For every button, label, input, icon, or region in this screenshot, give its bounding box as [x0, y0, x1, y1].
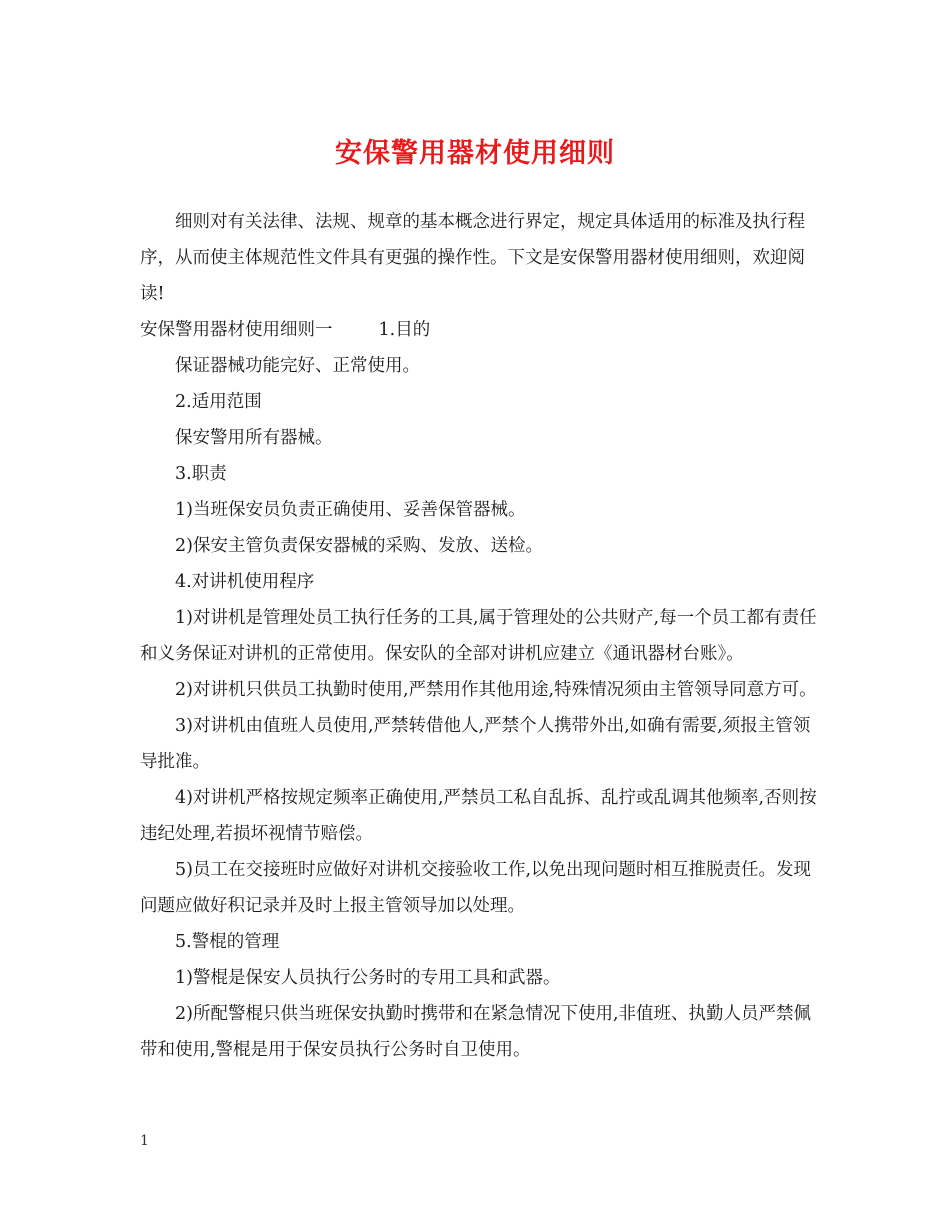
- document-body: [140, 204, 820, 1068]
- paragraph: 5.警棍的管理: [175, 932, 280, 952]
- paragraph: 5)员工在交接班时应做好对讲机交接验收工作,以免出现问题时相互推脱责任。发现问题应做好积记录并及时上报主管领导加以处理。: [140, 860, 812, 916]
- paragraph: 3.职责: [175, 464, 227, 484]
- paragraph: 4.对讲机使用程序: [175, 572, 315, 592]
- section-heading-line: [140, 312, 820, 348]
- item1-heading: 1.目的: [378, 320, 431, 340]
- page-number: 1: [140, 1133, 149, 1149]
- paragraph: 1)警棍是保安人员执行公务时的专用工具和武器。: [175, 968, 561, 988]
- section1-heading: 安保警用器材使用细则一: [140, 320, 333, 340]
- paragraph: 2)对讲机只供员工执勤时使用,严禁用作其他用途,特殊情况须由主管领导同意方可。: [175, 680, 817, 700]
- intro-paragraph: 细则对有关法律、法规、规章的基本概念进行界定，规定具体适用的标准及执行程序，从而使主体规范性文件具有更强的操作性。下文是安保警用器材使用细则，欢迎阅读!: [140, 212, 805, 304]
- paragraph: 2)所配警棍只供当班保安执勤时携带和在紧急情况下使用,非值班、执勤人员严禁佩带和使用,警棍是用于保安员执行公务时自卫使用。: [140, 1004, 812, 1060]
- paragraph: 保证器械功能完好、正常使用。: [175, 356, 420, 376]
- document-title: 安保警用器材使用细则: [335, 138, 615, 169]
- paragraph: 1)对讲机是管理处员工执行任务的工具,属于管理处的公共财产,每一个员工都有责任和义务保证对讲机的正常使用。保安队的全部对讲机应建立《通讯器材台账》。: [140, 608, 817, 664]
- paragraph: 4)对讲机严格按规定频率正确使用,严禁员工私自乱拆、乱拧或乱调其他频率,否则按违纪处理,若损坏视情节赔偿。: [140, 788, 817, 844]
- paragraph: 3)对讲机由值班人员使用,严禁转借他人,严禁个人携带外出,如确有需要,须报主管领导批准。: [140, 716, 811, 772]
- paragraph: 2)保安主管负责保安器械的采购、发放、送检。: [175, 536, 543, 556]
- paragraph: 保安警用所有器械。: [175, 428, 333, 448]
- paragraph: 2.适用范围: [175, 392, 262, 412]
- paragraph: 1)当班保安员负责正确使用、妥善保管器械。: [175, 500, 526, 520]
